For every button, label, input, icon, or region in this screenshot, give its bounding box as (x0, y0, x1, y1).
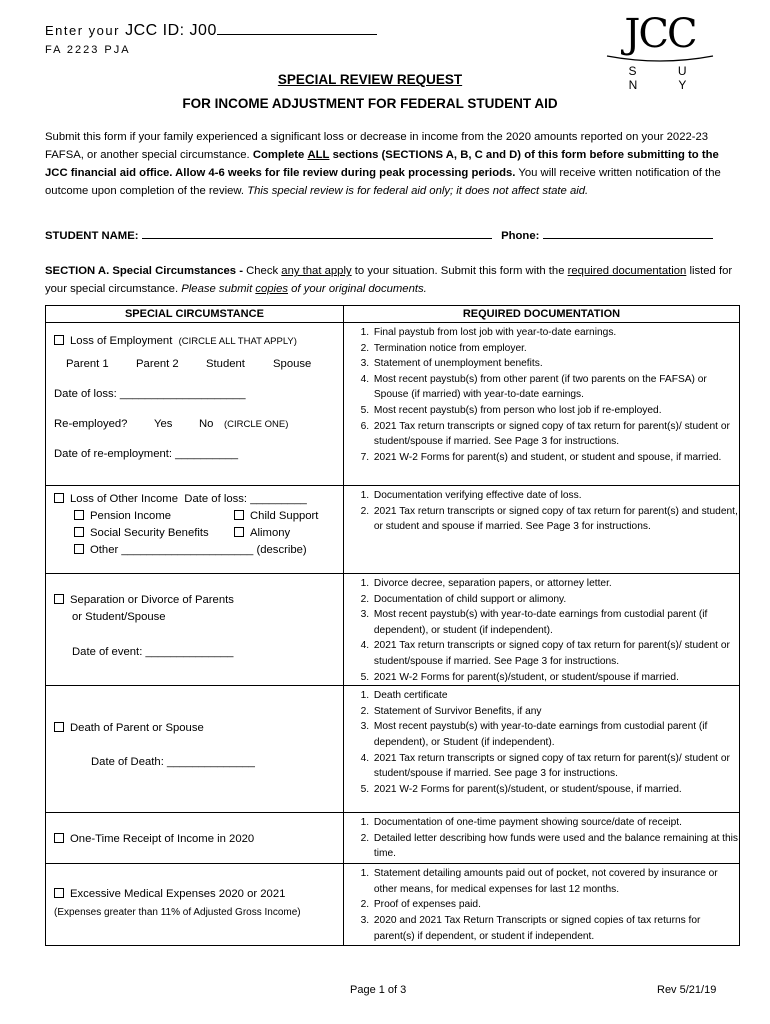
doc-list (344, 688, 739, 797)
doc-list-item: 1. Documentation verifying effective date of loss. (372, 488, 739, 504)
row-documentation (343, 323, 739, 486)
intro-text-2: You will receive written notification of the outcome upon completion of the review. (45, 167, 721, 197)
loss-other-income-label: Loss of Other Income (70, 493, 178, 505)
phone-label: Phone: (501, 230, 540, 242)
section-a-t4: required documentation (567, 265, 687, 277)
section-a-t2: any that apply (281, 265, 352, 277)
separation-divorce-label-2: or Student/Spouse (72, 611, 166, 623)
table-row (46, 574, 740, 686)
intro-bold-all: ALL (307, 149, 330, 161)
jcc-id-field[interactable] (45, 22, 377, 40)
section-a-label: SECTION A. Special Circumstances - (45, 265, 243, 277)
death-label: Death of Parent or Spouse (70, 722, 204, 735)
option-yes[interactable]: Yes (154, 418, 173, 430)
doc-list (344, 488, 739, 535)
separation-divorce-checkbox[interactable] (54, 594, 64, 604)
death-checkbox[interactable] (54, 722, 64, 732)
id-label: JCC ID: J00 (125, 22, 217, 39)
revision-date: Rev 5/21/19 (657, 984, 717, 996)
id-prefix: Enter your (45, 23, 120, 38)
section-a-t3: to your situation. Submit this form with the (354, 265, 565, 277)
one-time-income-label: One-Time Receipt of Income in 2020 (70, 833, 255, 846)
doc-list-item: 6. 2021 Tax return transcripts or signed copy of tax return for parent(s)/ student or student/spouse if married. See Page 3 for instructions. (372, 419, 739, 450)
intro-italic: This special review is for federal aid only; it does not affect state aid. (247, 185, 589, 197)
doc-list-item: 4. 2021 Tax return transcripts or signed copy of tax return for parent(s)/ student or student/spouse if married. See Page 3 for instructions. (372, 638, 739, 669)
pension-checkbox[interactable] (74, 510, 84, 520)
loss-employment-checkbox[interactable] (54, 335, 64, 345)
row-documentation (343, 686, 739, 813)
reemployed-label: Re-employed? (54, 418, 128, 430)
table-header-row (46, 306, 740, 323)
medical-expenses-checkbox[interactable] (54, 888, 64, 898)
row-documentation (343, 864, 739, 946)
social-security-label: Social Security Benefits (90, 527, 209, 539)
page-title: SPECIAL REVIEW REQUEST (277, 72, 463, 87)
doc-list-item: 7. 2021 W-2 Forms for parent(s) and student, or student and spouse, if married. (372, 450, 739, 466)
doc-list-item: 2. Detailed letter describing how funds were used and the balance remaining at this time. (372, 831, 739, 862)
row-documentation (343, 574, 739, 686)
doc-list-item: 4. Most recent paystub(s) from other parent (if two parents on the FAFSA) or Spouse (if married) with year-to-date earnings. (372, 372, 739, 403)
row-circumstance (46, 486, 344, 574)
intro-bold-a: Complete (252, 149, 305, 161)
date-reemployment-field[interactable]: Date of re-employment: __________ (54, 448, 239, 460)
section-a-t7: copies (255, 283, 288, 295)
intro-bold-b: sections (SECTIONS A, B, C and D) of this form before submitting to the JCC financial aid office. Allow 4-6 weeks for file review during peak processing periods. (45, 149, 719, 179)
doc-list-item: 5. 2021 W-2 Forms for parent(s)/student, or student/spouse, if married. (372, 782, 739, 798)
section-a-intro (45, 262, 735, 298)
col-header-circumstance: SPECIAL CIRCUMSTANCE (46, 306, 344, 323)
logo-sub: S U N Y (628, 64, 706, 92)
section-a-t1: Check (246, 265, 279, 277)
special-circumstance-table (45, 305, 740, 946)
social-security-checkbox[interactable] (74, 527, 84, 537)
student-name-label: STUDENT NAME: (45, 230, 139, 242)
date-of-death-field[interactable]: Date of Death: ______________ (91, 756, 255, 769)
doc-list-item: 2. Statement of Survivor Benefits, if any (372, 704, 739, 720)
doc-list-item: 1. Documentation of one-time payment showing source/date of receipt. (372, 815, 739, 831)
intro-paragraph (45, 128, 735, 200)
circle-one-note: (CIRCLE ONE) (224, 419, 289, 430)
student-name-field[interactable] (142, 229, 492, 239)
other-income-date-field[interactable]: Date of loss: _________ (184, 493, 307, 505)
intro-text: Submit this form if your family experienced a significant loss or decrease in income from the 2020 amounts reported on your 2022-23 FAFSA, or another special circumstance. (45, 131, 709, 161)
table-row (46, 813, 740, 864)
doc-list-item: 1. Death certificate (372, 688, 739, 704)
row-circumstance (46, 574, 344, 686)
row-circumstance (46, 813, 344, 864)
pension-label: Pension Income (90, 510, 172, 522)
doc-list-item: 3. Most recent paystub(s) with year-to-date earnings from custodial parent (if dependent), or Student (if independent). (372, 719, 739, 750)
loss-other-income-checkbox[interactable] (54, 493, 64, 503)
other-income-field[interactable]: Other _____________________ (describe) (90, 544, 307, 556)
doc-list-item: 1. Final paystub from lost job with year-to-date earnings. (372, 325, 739, 341)
row-circumstance (46, 323, 344, 486)
phone-field[interactable] (543, 229, 713, 239)
row-documentation (343, 486, 739, 574)
medical-expenses-label: Excessive Medical Expenses 2020 or 2021 (70, 888, 286, 901)
row-circumstance (46, 686, 344, 813)
page-number: Page 1 of 3 (350, 984, 407, 996)
doc-list-item: 3. Most recent paystub(s) with year-to-date earnings from custodial parent (if dependent), or student (if independent). (372, 607, 739, 638)
doc-list-item: 5. 2021 W-2 Forms for parent(s)/student, or student/spouse if married. (372, 670, 739, 686)
option-spouse[interactable]: Spouse (273, 358, 312, 370)
doc-list (344, 325, 739, 465)
doc-list (344, 576, 739, 685)
table-row (46, 686, 740, 813)
section-a-t5: listed for your special circumstance. (45, 265, 733, 295)
medical-expenses-note: (Expenses greater than 11% of Adjusted Gross Income) (54, 907, 301, 919)
doc-list-item: 1. Divorce decree, separation papers, or attorney letter. (372, 576, 739, 592)
table-row (46, 323, 740, 486)
alimony-label: Alimony (250, 527, 291, 539)
loss-employment-label: Loss of Employment (70, 335, 173, 347)
doc-list-item: 2. Termination notice from employer. (372, 341, 739, 357)
page-subtitle: FOR INCOME ADJUSTMENT FOR FEDERAL STUDENT AID (182, 96, 558, 111)
separation-divorce-label: Separation or Divorce of Parents (70, 594, 234, 606)
option-no[interactable]: No (199, 418, 214, 430)
alimony-checkbox[interactable] (234, 527, 244, 537)
doc-list-item: 5. Most recent paystub(s) from person who lost job if re-employed. (372, 403, 739, 419)
doc-list-item: 4. 2021 Tax return transcripts or signed copy of tax return for parent(s)/ student or student/spouse if married. See page 3 for instructions. (372, 751, 739, 782)
id-input-line[interactable] (217, 24, 377, 35)
section-a-t8: of your original documents. (291, 283, 427, 295)
doc-list-item: 3. 2020 and 2021 Tax Return Transcripts or signed copies of tax returns for parent(s) if dependent, or student if independent. (372, 913, 739, 944)
table-row (46, 864, 740, 946)
col-header-documentation: REQUIRED DOCUMENTATION (343, 306, 739, 323)
row-documentation (343, 813, 739, 864)
doc-list-item: 2. Documentation of child support or alimony. (372, 592, 739, 608)
logo-main: JCC (624, 11, 696, 57)
circle-all-note: (CIRCLE ALL THAT APPLY) (178, 336, 297, 347)
doc-list (344, 815, 739, 862)
doc-list-item: 2. 2021 Tax return transcripts or signed copy of tax return for parent(s) and student, or student and spouse if married. See Page 3 for instructions. (372, 504, 739, 535)
table-row (46, 486, 740, 574)
child-support-checkbox[interactable] (234, 510, 244, 520)
other-income-checkbox[interactable] (74, 544, 84, 554)
doc-list-item: 1. Statement detailing amounts paid out of pocket, not covered by insurance or other means, for medical expenses for last 12 months. (372, 866, 739, 897)
option-student[interactable]: Student (206, 358, 245, 370)
option-parent2[interactable]: Parent 2 (136, 358, 179, 370)
doc-list (344, 866, 739, 944)
one-time-income-checkbox[interactable] (54, 833, 64, 843)
doc-list-item: 2. Proof of expenses paid. (372, 897, 739, 913)
form-code: FA 2223 PJA (45, 44, 131, 56)
section-a-t6: Please submit (181, 283, 253, 295)
row-circumstance (46, 864, 344, 946)
date-of-event-field[interactable]: Date of event: ______________ (72, 646, 234, 658)
option-parent1[interactable]: Parent 1 (66, 358, 109, 370)
doc-list-item: 3. Statement of unemployment benefits. (372, 356, 739, 372)
student-info-row (45, 229, 735, 242)
date-of-loss-field[interactable]: Date of loss: ____________________ (54, 388, 246, 400)
child-support-label: Child Support (250, 510, 319, 522)
